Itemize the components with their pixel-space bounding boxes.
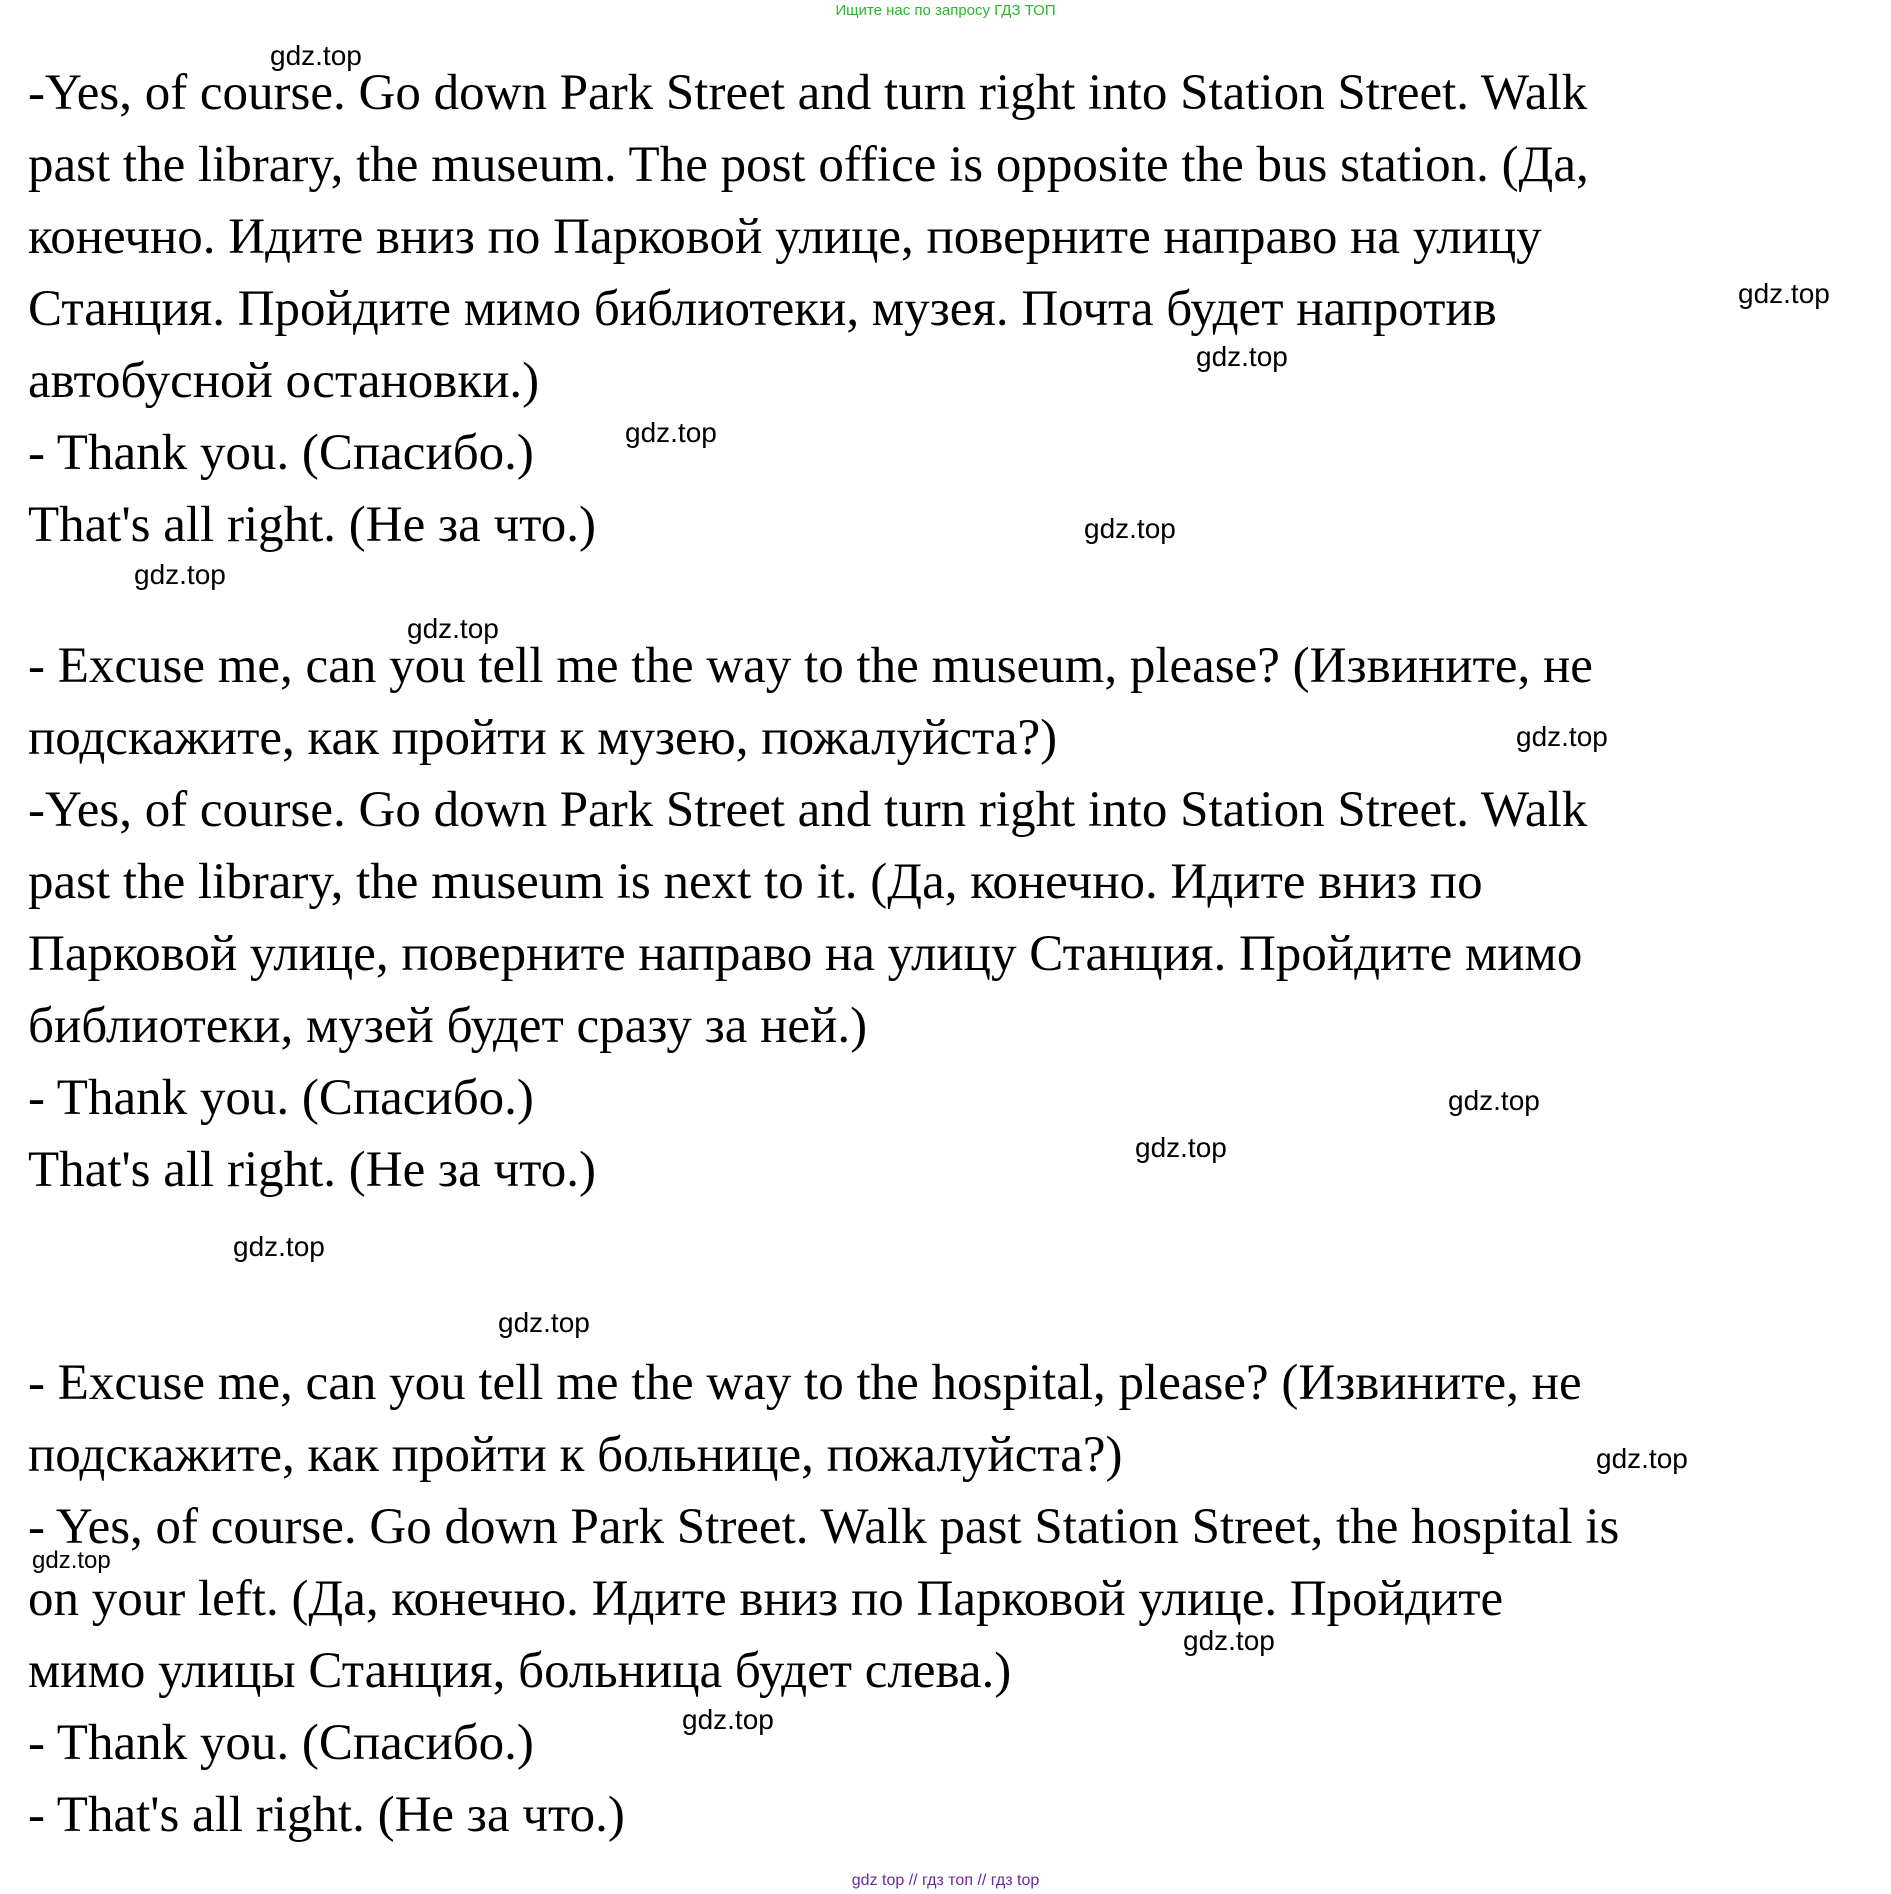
text-line: That's all right. (Не за что.) [28,497,597,553]
text-line: on your left. (Да, конечно. Идите вниз по Парковой улице. Пройдите [28,1571,1504,1627]
text-line: библиотеки, музей будет сразу за ней.) [28,998,868,1054]
watermark: gdz.top [1596,1443,1688,1474]
text-line: мимо улицы Станция, больница будет слева.) [28,1643,1012,1699]
text-line: Парковой улице, поверните направо на улицу Станция. Пройдите мимо [28,926,1583,982]
watermark: gdz.top [625,417,717,448]
watermark: gdz.top [1738,278,1830,309]
watermark: gdz.top [1135,1132,1227,1163]
text-line: That's all right. (Не за что.) [28,1142,597,1198]
top-banner: Ищите нас по запросу ГДЗ ТОП [835,2,1056,19]
text-line: - That's all right. (Не за что.) [28,1787,625,1843]
footer: gdz top // гдз топ // гдз top [851,1872,1040,1889]
text-line: past the library, the museum. The post office is opposite the bus station. (Да, [28,137,1589,193]
watermark: gdz.top [1448,1085,1540,1116]
text-line: Станция. Пройдите мимо библиотеки, музея. Почта будет напротив [28,281,1497,337]
text-line: - Thank you. (Спасибо.) [28,1070,534,1126]
text-line: - Yes, of course. Go down Park Street. Walk past Station Street, the hospital is [28,1499,1620,1555]
text-line: автобусной остановки.) [28,353,540,409]
text-line: - Excuse me, can you tell me the way to the museum, please? (Извините, не [28,638,1593,694]
watermark: gdz.top [1196,341,1288,372]
text-line: - Thank you. (Спасибо.) [28,425,534,481]
watermark: gdz.top [1183,1625,1275,1656]
watermark: gdz.top [233,1231,325,1262]
watermark: gdz.top [32,1547,111,1574]
watermark: gdz.top [682,1704,774,1735]
watermark: gdz.top [1516,721,1608,752]
text-line: -Yes, of course. Go down Park Street and turn right into Station Street. Walk [28,782,1588,838]
text-line: -Yes, of course. Go down Park Street and turn right into Station Street. Walk [28,65,1588,121]
watermark: gdz.top [270,40,362,71]
text-line: - Excuse me, can you tell me the way to the hospital, please? (Извините, не [28,1355,1582,1411]
watermark: gdz.top [407,613,499,644]
text-line: подскажите, как пройти к больнице, пожалуйста?) [28,1427,1123,1483]
text-line: past the library, the museum is next to it. (Да, конечно. Идите вниз по [28,854,1483,910]
text-line: конечно. Идите вниз по Парковой улице, поверните направо на улицу [28,209,1542,265]
watermark: gdz.top [1084,513,1176,544]
text-line: подскажите, как пройти к музею, пожалуйста?) [28,710,1058,766]
watermark: gdz.top [498,1307,590,1338]
watermark: gdz.top [134,559,226,590]
text-line: - Thank you. (Спасибо.) [28,1715,534,1771]
